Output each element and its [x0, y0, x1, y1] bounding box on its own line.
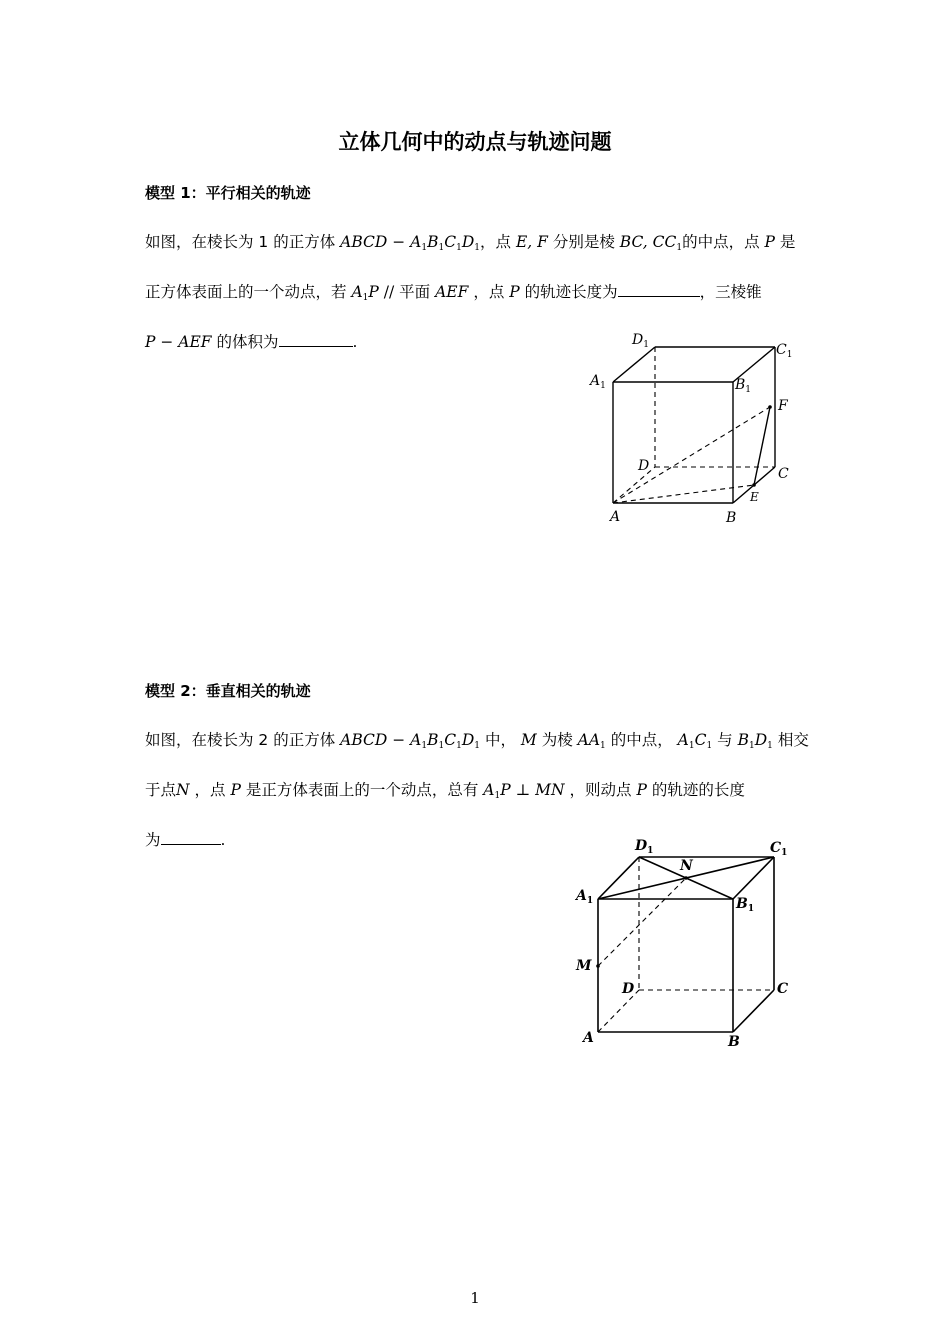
label-a1: $A_1$ [576, 888, 594, 906]
page-title: 立体几何中的动点与轨迹问题 [338, 130, 612, 154]
answer-blank-trajectory-length-2[interactable] [161, 830, 221, 845]
model2-heading: 模型 2：垂直相关的轨迹 [145, 682, 311, 700]
label-b1: $B_1$ [736, 896, 755, 914]
model2-line2: 于点N ，点 P 是正方体表面上的一个动点，总有 $A_1P$ ⊥ MN ，则动点 P 的轨迹的长度 [145, 781, 745, 801]
figure2-cube-diagram [570, 830, 820, 1055]
segment-mn [598, 878, 686, 966]
edge-b1c1 [733, 857, 774, 899]
label-b: B [728, 1034, 740, 1050]
model1-line3: P − AEF 的体积为 . [145, 333, 358, 351]
page-number: 1 [470, 1289, 480, 1307]
label-c: C [777, 981, 789, 997]
edge-bc [733, 990, 774, 1032]
answer-blank-trajectory-length[interactable] [618, 282, 700, 297]
edge-a1d1 [598, 857, 639, 899]
label-c1: $C_1$ [776, 342, 793, 360]
label-d1: $D_1$ [632, 332, 649, 350]
model2-line1: 如图，在棱长为 2 的正方体 ABCD − $A_1B_1C_1D_1$ 中， M 为棱 $AA_1$ 的中点， $A_1C_1$ 与 $B_1D_1$ 相交 [145, 731, 809, 751]
label-d: D [638, 458, 650, 474]
label-c: C [778, 466, 789, 482]
model2-line3: 为 . [145, 831, 226, 849]
label-e: E [750, 490, 759, 504]
label-d: D [622, 981, 635, 997]
model1-heading: 模型 1：平行相关的轨迹 [145, 184, 311, 202]
model1-line1: 如图，在棱长为 1 的正方体 ABCD − $A_1B_1C_1D_1$，点 E, F 分别是棱 BC, $CC_1$的中点，点 P 是 [145, 233, 796, 253]
label-a: A [583, 1030, 594, 1046]
model1-line2: 正方体表面上的一个动点，若 $A_1P$ // 平面 AEF ，点 P 的轨迹长度为 ，三棱锥 [145, 283, 762, 303]
edge-a1d1 [613, 347, 655, 382]
label-m: M [576, 958, 592, 974]
point-m [596, 964, 600, 968]
point-n [684, 876, 688, 880]
label-d1: $D_1$ [635, 838, 654, 856]
label-b1: $B_1$ [735, 377, 752, 395]
point-e [752, 483, 756, 487]
label-n: N [680, 858, 693, 874]
label-b: B [726, 510, 737, 526]
label-c1: $C_1$ [770, 840, 788, 858]
label-f: F [778, 398, 788, 414]
label-a: A [610, 509, 621, 525]
segment-af [613, 407, 770, 503]
answer-blank-volume[interactable] [279, 332, 353, 347]
figure1-cube-diagram [580, 325, 820, 535]
label-a1: $A_1$ [590, 373, 606, 391]
point-f [768, 405, 772, 409]
